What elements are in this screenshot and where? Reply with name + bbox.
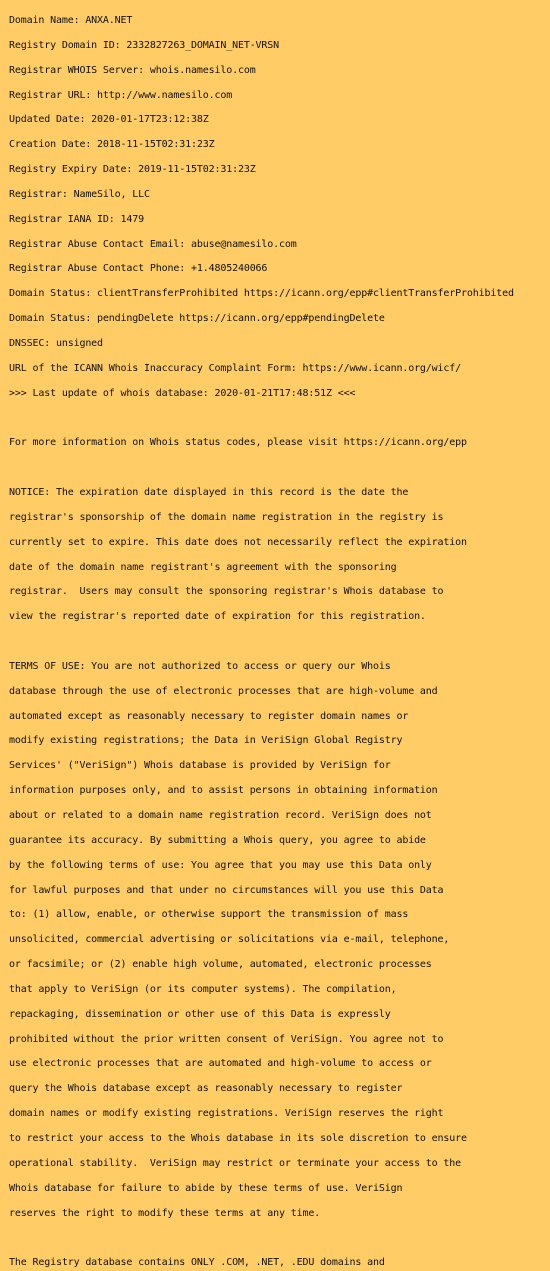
whois-domain-status: Domain Status: pendingDelete https://icann.org/epp#pendingDelete [9,313,385,325]
terms-line: guarantee its accuracy. By submitting a Whois query, you agree to abide [9,834,426,846]
whois-inaccuracy-form-url: URL of the ICANN Whois Inaccuracy Complaint Form: https://www.icann.org/wicf/ [9,362,462,374]
whois-creation-date: Creation Date: 2018-11-15T02:31:23Z [9,139,215,151]
notice-line: NOTICE: The expiration date displayed in this record is the date the [9,487,409,499]
whois-abuse-phone: Registrar Abuse Contact Phone: +1.4805240066 [9,263,268,275]
terms-line: that apply to VeriSign (or its computer systems). The compilation, [9,983,397,995]
terms-line: information purposes only, and to assist persons in obtaining information [9,785,438,797]
notice-line: registrar. Users may consult the sponsoring registrar's Whois database to [9,586,444,598]
whois-last-update: >>> Last update of whois database: 2020-01-21T17:48:51Z <<< [9,387,356,399]
whois-registrar-iana-id: Registrar IANA ID: 1479 [9,213,145,225]
terms-line: by the following terms of use: You agree that you may use this Data only [9,859,432,871]
whois-registrar-url: Registrar URL: http://www.namesilo.com [9,89,233,101]
terms-line: modify existing registrations; the Data in VeriSign Global Registry [9,735,403,747]
whois-blank-line [9,412,550,427]
notice-line: registrar's sponsorship of the domain name registration in the registry is [9,511,444,523]
whois-registrar-server: Registrar WHOIS Server: whois.namesilo.com [9,64,256,76]
terms-line: database through the use of electronic processes that are high-volume and [9,685,438,697]
terms-line: use electronic processes that are automated and high-volume to access or [9,1058,432,1070]
terms-line: Services' ("VeriSign") Whois database is provided by VeriSign for [9,760,391,772]
notice-line: currently set to expire. This date does not necessarily reflect the expiration [9,536,467,548]
terms-line: TERMS OF USE: You are not authorized to access or query our Whois [9,660,391,672]
whois-updated-date: Updated Date: 2020-01-17T23:12:38Z [9,114,209,126]
terms-line: to restrict your access to the Whois database in its sole discretion to ensure [9,1132,467,1144]
whois-registry-domain-id: Registry Domain ID: 2332827263_DOMAIN_NET-VRSN [9,39,280,51]
whois-registrar: Registrar: NameSilo, LLC [9,188,150,200]
terms-line: about or related to a domain name registration record. VeriSign does not [9,810,432,821]
terms-line: for lawful purposes and that under no circumstances will you use this Data [9,884,444,896]
terms-line: unsolicited, commercial advertising or solicitations via e-mail, telephone, [9,934,450,946]
terms-line: domain names or modify existing registrations. VeriSign reserves the right [9,1108,444,1120]
whois-domain-name: Domain Name: ANXA.NET [9,15,133,26]
whois-blank-line [9,461,550,476]
terms-line: Whois database for failure to abide by these terms of use. VeriSign [9,1182,403,1194]
terms-line: or facsimile; or (2) enable high volume, automated, electronic processes [9,959,432,971]
whois-status-codes-info: For more information on Whois status codes, please visit https://icann.org/epp [9,437,467,449]
whois-dnssec: DNSSEC: unsigned [9,337,103,349]
terms-line: operational stability. VeriSign may restrict or terminate your access to the [9,1157,462,1169]
whois-abuse-email: Registrar Abuse Contact Email: abuse@namesilo.com [9,238,297,250]
whois-blank-line [9,635,550,650]
terms-line: query the Whois database except as reasonably necessary to register [9,1083,403,1095]
whois-domain-status: Domain Status: clientTransferProhibited https://icann.org/epp#clientTransferProhibited [9,288,514,300]
notice-line: view the registrar's reported date of expiration for this registration. [9,611,426,623]
whois-expiry-date: Registry Expiry Date: 2019-11-15T02:31:23Z [9,164,256,176]
terms-line: prohibited without the prior written consent of VeriSign. You agree not to [9,1033,444,1045]
terms-line: automated except as reasonably necessary to register domain names or [9,710,409,722]
whois-blank-line [9,1231,550,1246]
notice-line: date of the domain name registrant's agreement with the sponsoring [9,561,397,573]
terms-line: reserves the right to modify these terms at any time. [9,1207,321,1219]
terms-line: to: (1) allow, enable, or otherwise support the transmission of mass [9,909,409,921]
terms-line: repackaging, dissemination or other use of this Data is expressly [9,1008,391,1020]
registry-database-note: The Registry database contains ONLY .COM, .NET, .EDU domains and [9,1257,385,1269]
